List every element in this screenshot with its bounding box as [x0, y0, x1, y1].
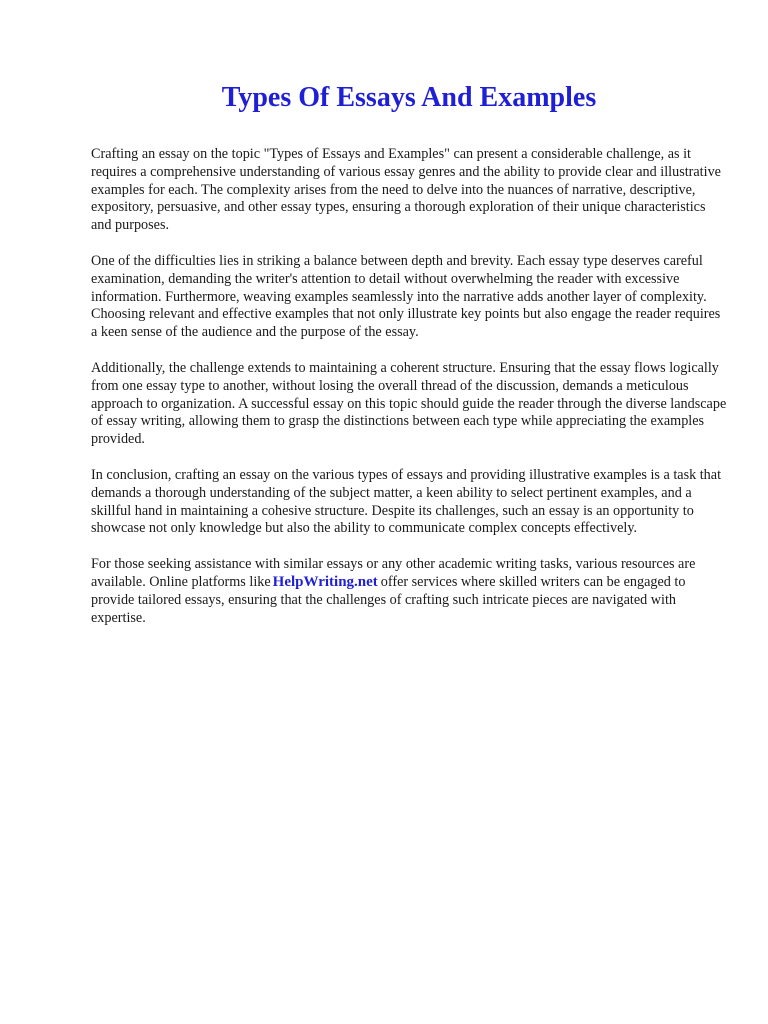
page-title: Types Of Essays And Examples	[221, 82, 597, 113]
paragraph-3: Additionally, the challenge extends to maintaining a coherent structure. Ensuring that the essay flows logically from one essay type to another, without losing the overall thread of the discussion, demands a meticulous approach to organization. A successful essay on this topic should guide the reader through the diverse landscape of essay writing, allowing them to grasp the distinctions between each type while appreciating the examples provided.	[91, 359, 727, 448]
paragraph-1: Crafting an essay on the topic "Types of Essays and Examples" can present a considerable challenge, as it requires a comprehensive understanding of various essay genres and the ability to provide clear and illustrative examples for each. The complexity arises from the need to delve into the nuances of narrative, descriptive, expository, persuasive, and other essay types, ensuring a thorough exploration of their unique characteristics and purposes.	[91, 146, 721, 234]
essay-body	[91, 146, 729, 645]
paragraph-2: One of the difficulties lies in striking a balance between depth and brevity. Each essay type deserves careful examination, demanding the writer's attention to detail without overwhelming the reader with excessive information. Furthermore, weaving examples seamlessly into the narrative adds another layer of complexity. Choosing relevant and effective examples that not only illustrate key points but also engage the reader requires a keen sense of the audience and the purpose of the essay.	[91, 252, 721, 341]
paragraph-5	[91, 556, 729, 627]
paragraph-5-text-before-link: For those seeking assistance with similar essays or any other academic writing tasks, various resources are available. Online platforms like	[91, 556, 696, 590]
paragraph-5-text-after-link: offer services where skilled writers can be engaged to provide tailored essays, ensuring that the challenges of crafting such intricate pieces are navigated with expertise.	[91, 573, 686, 626]
paragraph-4: In conclusion, crafting an essay on the various types of essays and providing illustrative examples is a task that demands a thorough understanding of the subject matter, a keen ability to select pertinent examples, and a skillful hand in maintaining a cohesive structure. Despite its challenges, such an essay is an opportunity to showcase not only knowledge but also the ability to communicate complex concepts effectively.	[91, 466, 722, 537]
helpwriting-link[interactable]: HelpWriting.net	[272, 573, 378, 590]
